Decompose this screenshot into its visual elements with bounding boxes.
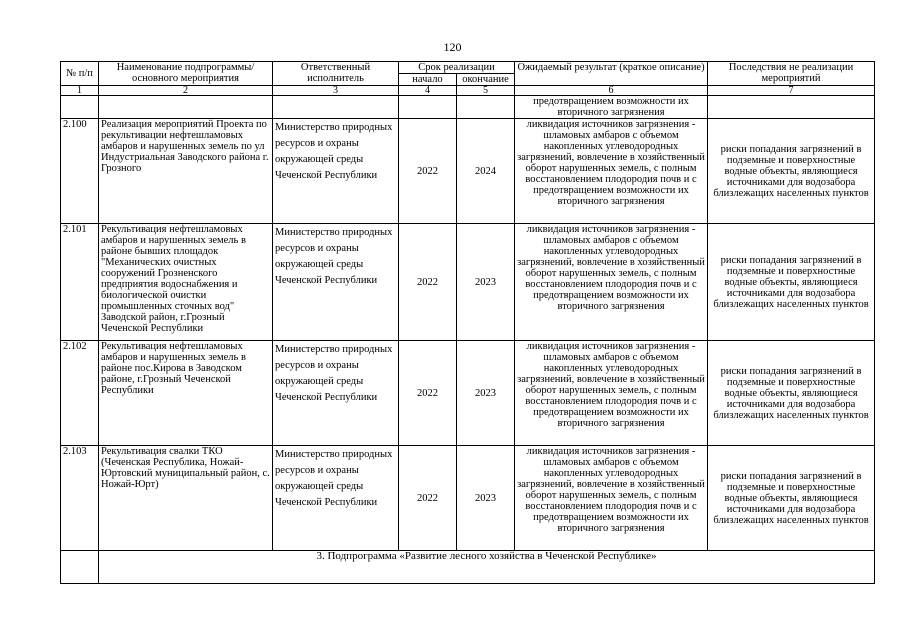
column-number: 1 (61, 86, 99, 96)
row-end: 2023 (457, 224, 515, 341)
table-row (61, 224, 875, 341)
continuation-result: предотвращением возможности их вторичного загрязнения (515, 96, 708, 119)
row-result: ликвидация источников загрязнения - шламовых амбаров с объемом накопленных углеводородных загрязнений, вовлечение в хозяйственный оборот нарушенных земель, с полным восстановлением плодородия почв и с предотвращением возможности их вторичного загрязнения (515, 341, 708, 446)
header-num: № п/п (61, 62, 99, 86)
table-row (61, 446, 875, 551)
column-number: 6 (515, 86, 708, 96)
row-num: 2.101 (61, 224, 99, 341)
row-name: Реализация мероприятий Проекта по рекультивации нефтешламовых амбаров и нарушенных земель по ул Индустриальная Заводского района г. Грозного (99, 119, 273, 224)
section-row (61, 551, 875, 584)
column-number: 5 (457, 86, 515, 96)
row-result: ликвидация источников загрязнения - шламовых амбаров с объемом накопленных углеводородных загрязнений, вовлечение в хозяйственный оборот нарушенных земель, с полным восстановлением плодородия почв и с предотвращением возможности их вторичного загрязнения (515, 119, 708, 224)
row-name: Рекультивация свалки ТКО (Чеченская Республика, Ножай-Юртовский муниципальный район, с. Ножай-Юрт) (99, 446, 273, 551)
row-end: 2024 (457, 119, 515, 224)
continuation-row (61, 96, 875, 119)
header-start: начало (399, 74, 457, 86)
row-end: 2023 (457, 446, 515, 551)
row-consequences: риски попадания загрязнений в подземные и поверхностные водные объекты, являющиеся источниками для водозабора близлежащих населенных пунктов (708, 119, 875, 224)
header-result: Ожидаемый результат (краткое описание) (515, 62, 708, 86)
header-name: Наименование подпрограммы/ основного мероприятия (99, 62, 273, 86)
column-number: 3 (273, 86, 399, 96)
row-result: ликвидация источников загрязнения - шламовых амбаров с объемом накопленных углеводородных загрязнений, вовлечение в хозяйственный оборот нарушенных земель, с полным восстановлением плодородия почв и с предотвращением возможности их вторичного загрязнения (515, 446, 708, 551)
table-row (61, 119, 875, 224)
column-number: 2 (99, 86, 273, 96)
row-consequences: риски попадания загрязнений в подземные и поверхностные водные объекты, являющиеся источниками для водозабора близлежащих населенных пунктов (708, 341, 875, 446)
row-result: ликвидация источников загрязнения - шламовых амбаров с объемом накопленных углеводородных загрязнений, вовлечение в хозяйственный оборот нарушенных земель, с полным восстановлением плодородия почв и с предотвращением возможности их вторичного загрязнения (515, 224, 708, 341)
row-executor: Министерство природных ресурсов и охраны окружающей среды Чеченской Республики (273, 341, 399, 446)
row-name: Рекультивация нефтешламовых амбаров и нарушенных земель в районе пос.Кирова в Заводском районе, г.Грозный Чеченской Республики (99, 341, 273, 446)
row-num: 2.103 (61, 446, 99, 551)
row-start: 2022 (399, 341, 457, 446)
section-title: 3. Подпрограмма «Развитие лесного хозяйства в Чеченской Республике» (99, 551, 875, 584)
column-number-row (61, 86, 875, 96)
row-num: 2.100 (61, 119, 99, 224)
header-executor: Ответственный исполнитель (273, 62, 399, 86)
row-start: 2022 (399, 224, 457, 341)
row-executor: Министерство природных ресурсов и охраны окружающей среды Чеченской Республики (273, 224, 399, 341)
row-num: 2.102 (61, 341, 99, 446)
row-end: 2023 (457, 341, 515, 446)
program-table (60, 61, 875, 584)
column-number: 4 (399, 86, 457, 96)
page-number: 120 (443, 40, 462, 54)
table-row (61, 341, 875, 446)
row-executor: Министерство природных ресурсов и охраны окружающей среды Чеченской Республики (273, 119, 399, 224)
row-consequences: риски попадания загрязнений в подземные и поверхностные водные объекты, являющиеся источниками для водозабора близлежащих населенных пунктов (708, 446, 875, 551)
header-period: Срок реализации (399, 62, 515, 74)
header-end: окончание (457, 74, 515, 86)
header-consequences: Последствия не реализации мероприятий (708, 62, 875, 86)
row-name: Рекультивация нефтешламовых амбаров и нарушенных земель в районе бывших площадок "Механических очистных сооружений Грозненского предприятия водоснабжения и биологической очистки промышленных сточных вод" Заводской район, г.Грозный Чеченской Республики (99, 224, 273, 341)
row-start: 2022 (399, 119, 457, 224)
row-start: 2022 (399, 446, 457, 551)
row-executor: Министерство природных ресурсов и охраны окружающей среды Чеченской Республики (273, 446, 399, 551)
row-consequences: риски попадания загрязнений в подземные и поверхностные водные объекты, являющиеся источниками для водозабора близлежащих населенных пунктов (708, 224, 875, 341)
column-number: 7 (708, 86, 875, 96)
header-row (61, 62, 875, 74)
